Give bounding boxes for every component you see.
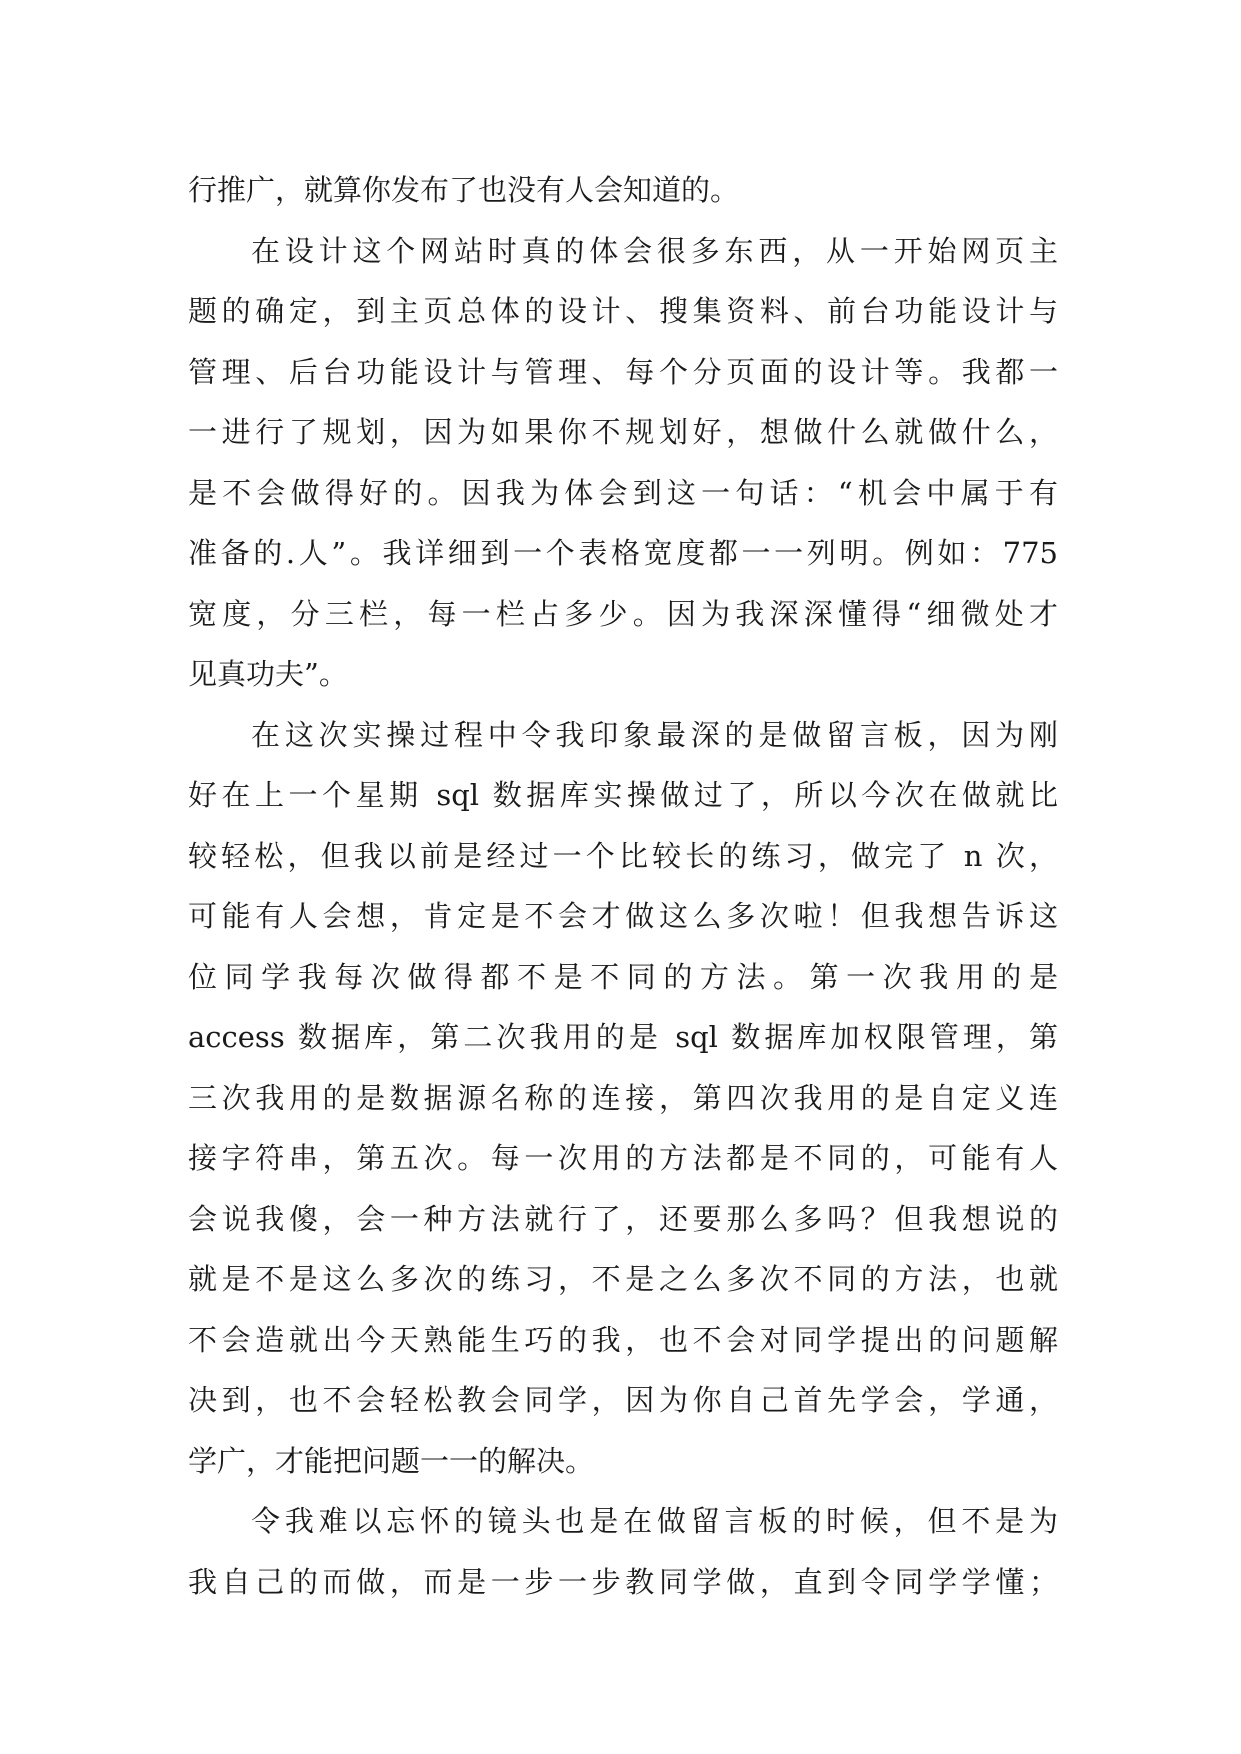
text-line: 宽度，分三栏，每一栏占多少。因为我深深懂得“细微处才	[188, 596, 1058, 631]
text-line: 题的确定，到主页总体的设计、搜集资料、前台功能设计与	[188, 294, 1058, 328]
text-line: 准备的.人”。我详细到一个表格宽度都一一列明。例如：775	[188, 536, 1058, 570]
text-line: 较轻松，但我以前是经过一个比较长的练习，做完了 n 次，	[188, 838, 1058, 873]
text-line: 是不会做得好的。因我为体会到这一句话：“机会中属于有	[188, 475, 1058, 510]
text-line: 在设计这个网站时真的体会很多东西，从一开始网页主	[251, 233, 1058, 268]
text-line: 一进行了规划，因为如果你不规划好，想做什么就做什么，	[188, 415, 1058, 449]
text-line: 在这次实操过程中令我印象最深的是做留言板，因为刚	[251, 717, 1058, 752]
text-line: 就是不是这么多次的练习，不是之么多次不同的方法，也就	[188, 1262, 1058, 1296]
text-line: 好在上一个星期 sql 数据库实操做过了，所以今次在做就比	[188, 778, 1058, 812]
text-line: access 数据库，第二次我用的是 sql 数据库加权限管理，第	[188, 1020, 1058, 1054]
text-line: 接字符串，第五次。每一次用的方法都是不同的，可能有人	[188, 1141, 1058, 1175]
text-line: 学广，才能把问题一一的解决。	[188, 1443, 595, 1478]
text-line: 会说我傻，会一种方法就行了，还要那么多吗？但我想说的	[188, 1201, 1058, 1236]
text-line: 三次我用的是数据源名称的连接，第四次我用的是自定义连	[188, 1080, 1058, 1115]
text-line: 行推广，就算你发布了也没有人会知道的。	[188, 173, 740, 207]
text-line: 见真功夫”。	[188, 657, 348, 691]
text-line: 位同学我每次做得都不是不同的方法。第一次我用的是	[188, 959, 1058, 994]
text-line: 令我难以忘怀的镜头也是在做留言板的时候，但不是为	[251, 1504, 1058, 1538]
text-line: 不会造就出今天熟能生巧的我，也不会对同学提出的问题解	[188, 1322, 1058, 1357]
text-line: 管理、后台功能设计与管理、每个分页面的设计等。我都一	[188, 354, 1058, 389]
text-line: 可能有人会想，肯定是不会才做这么多次啦！但我想告诉这	[188, 899, 1058, 933]
text-line: 决到，也不会轻松教会同学，因为你自己首先学会，学通，	[188, 1383, 1058, 1417]
document-body	[188, 160, 1058, 1612]
text-line: 我自己的而做，而是一步一步教同学做，直到令同学学懂；	[188, 1564, 1058, 1599]
